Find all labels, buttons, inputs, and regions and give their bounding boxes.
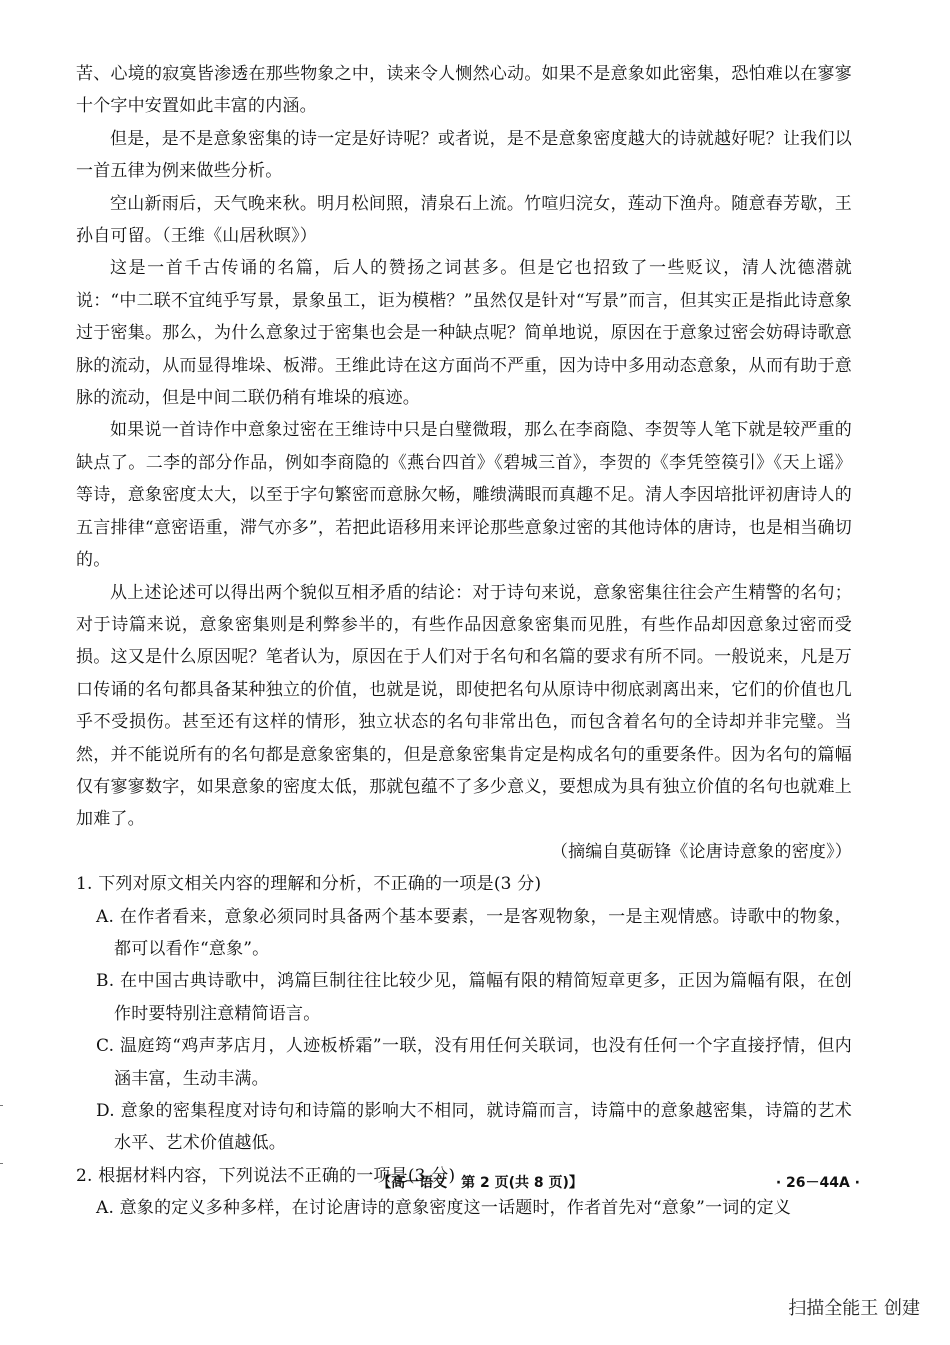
question-1-option-d: D. 意象的密集程度对诗句和诗篇的影响大不相同，就诗篇而言，诗篇中的意象越密集，诗篇的艺术水平、艺术价值越低。 <box>96 1101 852 1154</box>
paragraph-2: 但是，是不是意象密集的诗一定是好诗呢？或者说，是不是意象密度越大的诗就越好呢？让我们以一首五律为例来做些分析。 <box>76 128 852 182</box>
question-2-option-a: A. 意象的定义多种多样，在讨论唐诗的意象密度这一话题时，作者首先对“意象”一词的定义 <box>96 1198 792 1219</box>
question-1-stem: 1. 下列对原文相关内容的理解和分析，不正确的一项是(3 分) <box>76 874 542 895</box>
reading-passage <box>76 58 852 1225</box>
question-1-option-b: B. 在中国古典诗歌中，鸿篇巨制往往比较少见，篇幅有限的精简短章更多，正因为篇幅有限，在创作时要特别注意精简语言。 <box>96 971 852 1024</box>
paragraph-4: 这是一首千古传诵的名篇，后人的赞扬之词甚多。但是它也招致了一些贬议，清人沈德潜就说：“中二联不宜纯乎写景，景象虽工，讵为模楷？”虽然仅是针对“写景”而言，但其实正是指此诗意象过于密集。那么，为什么意象过于密集也会是一种缺点呢？简单地说，原因在于意象过密会妨碍诗歌意脉的流动，从而显得堆垛、板滞。王维此诗在这方面尚不严重，因为诗中多用动态意象，从而有助于意脉的流动，但是中间二联仍稍有堆垛的痕迹。 <box>76 258 852 409</box>
page-label: 【高一语文 第 2 页(共 8 页)】 <box>377 1175 583 1191</box>
source-citation: （摘编自莫砺锋《论唐诗意象的密度》） <box>550 841 852 862</box>
exam-code: · 26－44A · <box>775 1175 860 1191</box>
paragraph-6: 从上述论述可以得出两个貌似互相矛盾的结论：对于诗句来说，意象密集往往会产生精警的名句；对于诗篇来说，意象密集则是利弊参半的，有些作品因意象密集而见胜，有些作品却因意象过密而受损。这又是什么原因呢？笔者认为，原因在于人们对于名句和名篇的要求有所不同。一般说来，凡是万口传诵的名句都具备某种独立的价值，也就是说，即使把名句从原诗中彻底剥离出来，它们的价值也几乎不受损伤。甚至还有这样的情形，独立状态的名句非常出色，而包含着名句的全诗却并非完璧。当然，并不能说所有的名句都是意象密集的，但是意象密集肯定是构成名句的重要条件。因为名句的篇幅仅有寥寥数字，如果意象的密度太低，那就包蕴不了多少意义，要想成为具有独立价值的名句也就难上加难了。 <box>76 582 852 830</box>
scanner-watermark: 扫描全能王 创建 <box>788 1298 920 1319</box>
question-2 <box>76 1160 852 1225</box>
paragraph-1: 苦、心境的寂寞皆渗透在那些物象之中，读来令人恻然心动。如果不是意象如此密集，恐怕难以在寥寥十个字中安置如此丰富的内涵。 <box>76 64 852 117</box>
paragraph-5: 如果说一首诗作中意象过密在王维诗中只是白璧微瑕，那么在李商隐、李贺等人笔下就是较严重的缺点了。二李的部分作品，例如李商隐的《燕台四首》《碧城三首》，李贺的《李凭箜篌引》《天上谣》等诗，意象密度太大，以至于字句繁密而意脉欠畅，雕缋满眼而真趣不足。清人李因培批评初唐诗人的五言排律“意密语重，滞气亦多”，若把此语移用来评论那些意象过密的其他诗体的唐诗，也是相当确切的。 <box>76 420 852 571</box>
margin-tick <box>0 1105 3 1106</box>
poem-paragraph: 空山新雨后，天气晚来秋。明月松间照，清泉石上流。竹喧归浣女，莲动下渔舟。随意春芳歇，王孙自可留。（王维《山居秋暝》） <box>76 193 852 247</box>
question-1-option-a: A. 在作者看来，意象必须同时具备两个基本要素，一是客观物象，一是主观情感。诗歌中的物象，都可以看作“意象”。 <box>96 906 852 959</box>
question-2-stem: 2. 根据材料内容，下列说法不正确的一项是(3 分) <box>76 1165 456 1186</box>
margin-tick <box>0 1163 3 1164</box>
question-1-option-c: C. 温庭筠“鸡声茅店月，人迹板桥霜”一联，没有用任何关联词，也没有任何一个字直接抒情，但内涵丰富，生动丰满。 <box>96 1036 852 1089</box>
question-1 <box>76 868 852 1160</box>
